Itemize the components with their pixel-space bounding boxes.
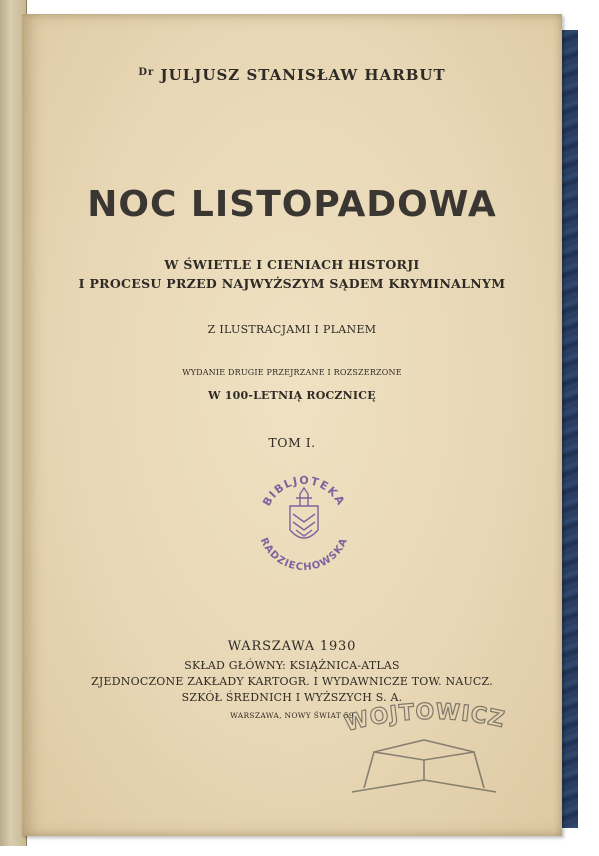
seller-watermark: [334, 694, 514, 806]
imprint-city-year: WARSZAWA 1930: [227, 639, 357, 654]
author-line: [22, 66, 562, 84]
title-page: [22, 14, 562, 836]
edition-note: WYDANIE DRUGIE PRZEJRZANE I ROZSZERZONE: [182, 368, 402, 377]
coat-of-arms-chevrons: [293, 514, 315, 536]
imprint-line-3: SZKÓŁ ŚREDNICH I WYŻSZYCH S. A.: [181, 691, 403, 704]
svg-text:WOJTOWICZ: [342, 700, 507, 737]
seller-watermark-text: WOJTOWICZ: [342, 699, 508, 737]
imprint-line-1: SKŁAD GŁÓWNY: KSIĄŻNICA-ATLAS: [184, 659, 400, 672]
volume-label: TOM I.: [268, 435, 316, 450]
stamp-top-text: BIBLJOTEKA: [260, 473, 348, 509]
subtitle-line-1: W ŚWIETLE I CIENIACH HISTORJI: [164, 257, 420, 272]
subtitle-line-2: I PROCESU PRZED NAJWYŻSZYM SĄDEM KRYMINALNYM: [78, 276, 506, 291]
author-prefix: Dr: [138, 67, 155, 78]
stamp-bottom-text: RADZIECHOWSKA: [257, 536, 351, 574]
imprint-address: WARSZAWA, NOWY ŚWIAT 59: [230, 711, 354, 720]
book-title: NOC LISTOPADOWA: [87, 184, 497, 225]
author-name: JULJUSZ STANISŁAW HARBUT: [160, 66, 446, 84]
imprint-line-2: ZJEDNOCZONE ZAKŁADY KARTOGR. I WYDAWNICZE TOW. NAUCZ.: [91, 675, 493, 688]
centenary-note: W 100-LETNIĄ ROCZNICĘ: [208, 389, 376, 402]
stamp-ink: [290, 488, 318, 538]
illustrations-note: Z ILUSTRACJAMI I PLANEM: [207, 323, 377, 336]
crest-icon: [296, 488, 312, 506]
open-book-icon: [352, 740, 496, 792]
svg-text:RADZIECHOWSKA: [258, 536, 350, 573]
svg-text:BIBLJOTEKA: [260, 474, 348, 508]
library-stamp: [244, 464, 364, 579]
